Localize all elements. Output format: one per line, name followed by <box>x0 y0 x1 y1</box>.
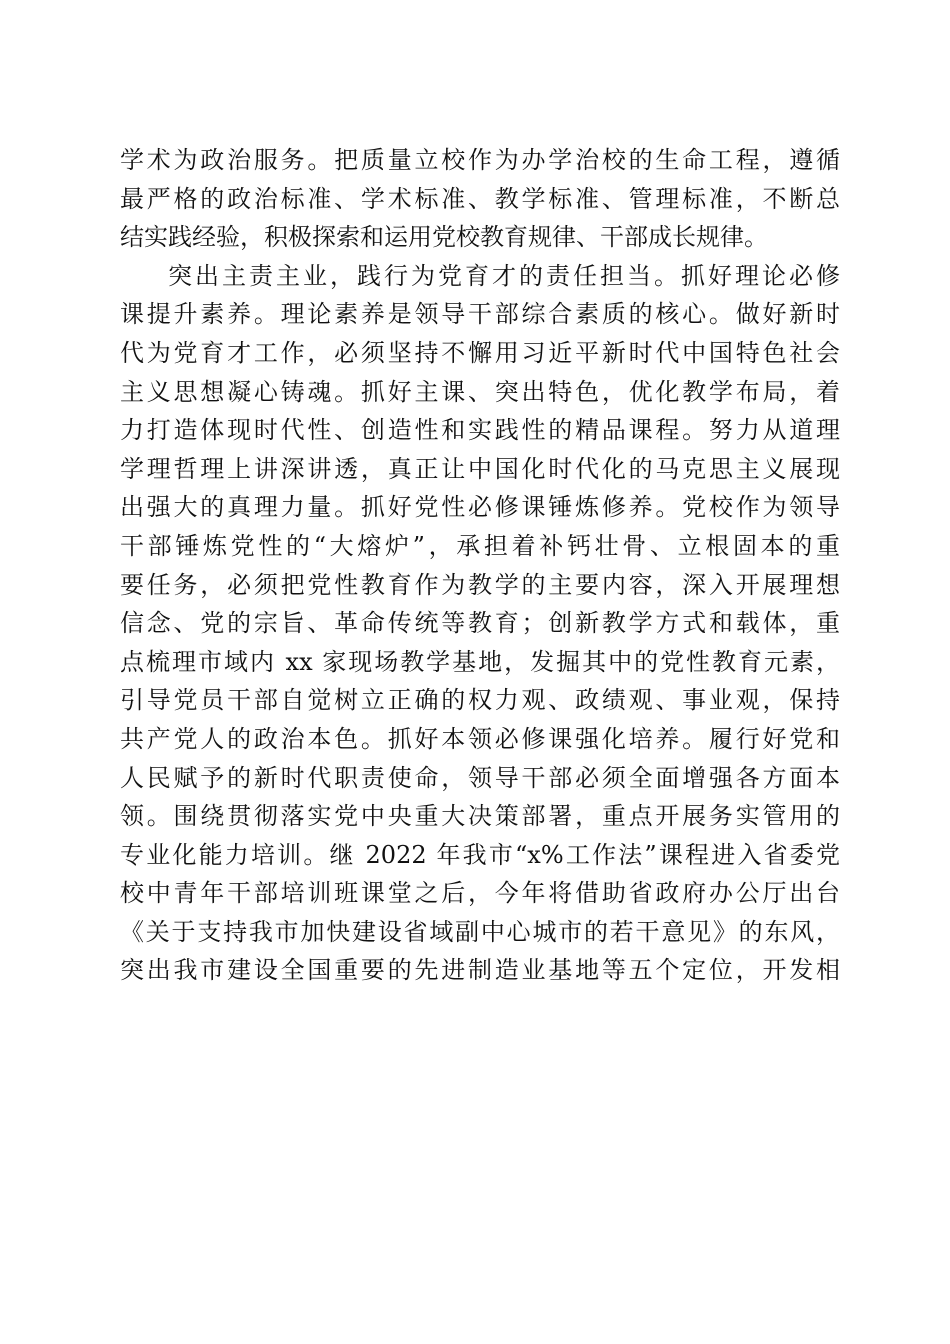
text-line: 共产党人的政治本色。抓好本领必修课强化培养。履行好党和 <box>120 724 840 753</box>
text-line: 代为党育才工作，必须坚持不懈用习近平新时代中国特色社会 <box>120 338 840 367</box>
text-line: 校中青年干部培训班课堂之后，今年将借助省政府办公厅出台 <box>120 879 840 908</box>
text-line: 《关于支持我市加快建设省域副中心城市的若干意见》的东风， <box>120 917 840 946</box>
text-line: 信念、党的宗旨、革命传统等教育；创新教学方式和载体，重 <box>120 609 840 638</box>
text-line: 主义思想凝心铸魂。抓好主课、突出特色，优化教学布局，着 <box>120 377 840 406</box>
text-line: 要任务，必须把党性教育作为教学的主要内容，深入开展理想 <box>120 570 840 599</box>
text-line: 最严格的政治标准、学术标准、教学标准、管理标准，不断总 <box>120 184 840 213</box>
text-line: 领。围绕贯彻落实党中央重大决策部署，重点开展务实管用的 <box>120 802 840 831</box>
text-line: 突出我市建设全国重要的先进制造业基地等五个定位，开发相 <box>120 956 840 985</box>
text-line: 点梳理市域内 xx 家现场教学基地，发掘其中的党性教育元素， <box>120 647 840 676</box>
body-text <box>120 141 840 990</box>
text-line: 出强大的真理力量。抓好党性必修课锤炼修养。党校作为领导 <box>120 493 840 522</box>
text-line: 引导党员干部自觉树立正确的权力观、政绩观、事业观，保持 <box>120 686 840 715</box>
text-line: 干部锤炼党性的“大熔炉”，承担着补钙壮骨、立根固本的重 <box>120 531 840 560</box>
text-line: 学术为政治服务。把质量立校作为办学治校的生命工程，遵循 <box>120 146 840 174</box>
text-line: 学理哲理上讲深讲透，真正让中国化时代化的马克思主义展现 <box>120 454 840 483</box>
text-line: 课提升素养。理论素养是领导干部综合素质的核心。做好新时 <box>120 300 840 329</box>
paragraph-1 <box>120 141 840 257</box>
text-line: 专业化能力培训。继 2022 年我市“x%工作法”课程进入省委党 <box>120 840 840 869</box>
text-line: 突出主责主业，践行为党育才的责任担当。抓好理论必修 <box>168 261 840 290</box>
paragraph-2 <box>120 257 840 990</box>
text-line: 力打造体现时代性、创造性和实践性的精品课程。努力从道理 <box>120 416 840 445</box>
text-line: 人民赋予的新时代职责使命，领导干部必须全面增强各方面本 <box>120 763 840 792</box>
text-line: 结实践经验，积极探索和运用党校教育规律、干部成长规律。 <box>120 223 768 252</box>
